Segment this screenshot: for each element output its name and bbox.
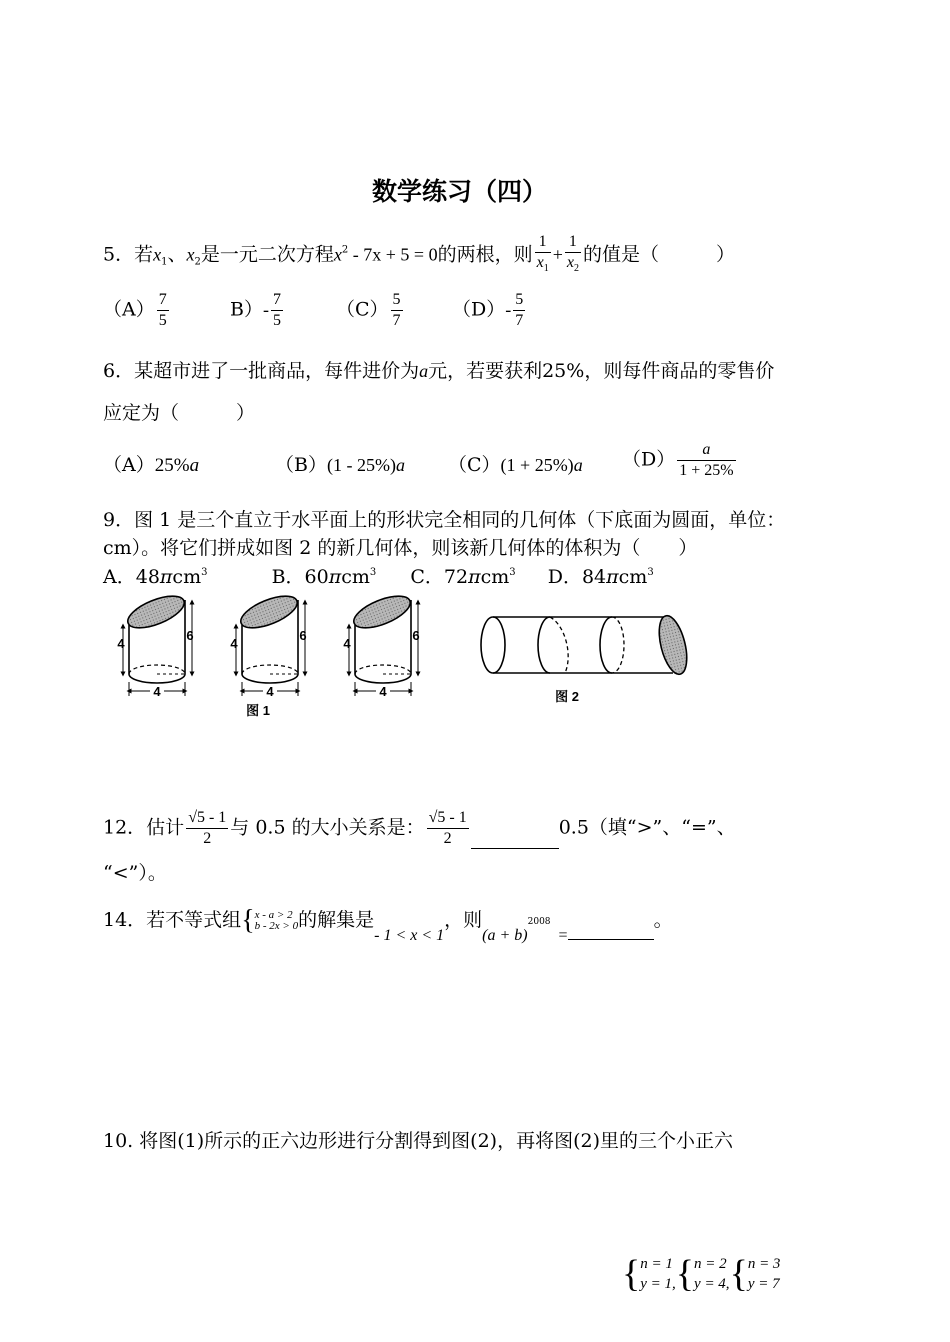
system-3-n: n = 3 [747,1256,781,1272]
q14-expr: (a + b) [482,927,528,944]
q6-option-a-var: a [189,455,200,476]
q12-frac-2 [427,808,469,849]
q5-option-c-num: 5 [391,290,403,311]
q9-option-b-exp: 3 [369,567,377,578]
fig1-caption: 图 1 [246,703,270,718]
q5-option-c [336,290,405,331]
fig2-caption: 图 2 [555,689,579,704]
system-3 [748,1254,781,1294]
q5-x1: x [153,244,162,265]
q5-frac-2-sub: 2 [573,263,579,274]
system-1-n: n = 1 [640,1256,673,1272]
question-12-line-2: “<”）。 [103,862,167,884]
fig1-solid-3-width: 4 [379,684,387,699]
q9-option-a-unit: cm [172,566,202,588]
fig1-solid-1-h-long: 6 [186,628,194,643]
q6-option-d-num: a [677,440,735,461]
q5-sep: 、 [167,243,187,266]
q12-frac-2-num: √5 - 1 [427,808,469,829]
question-12-line-1 [103,808,736,849]
system-2 [694,1254,730,1294]
q6-a: a [419,361,429,381]
q5-option-c-label: （C） [336,298,389,321]
q5-plus: + [552,244,563,265]
fig1-solid-2-top [237,590,302,634]
q5-frac-1 [535,232,551,279]
q9-option-c-exp: 3 [509,567,516,578]
q12-frac-1 [186,808,228,849]
q6-option-d-frac [677,440,735,481]
q14-system [255,910,298,932]
q5-option-d-den: 7 [515,312,524,329]
q5-eq-sq: 2 [341,244,349,256]
q5-option-b-sign: - [262,299,269,320]
q9-option-a [103,566,207,588]
q6-option-a [103,450,199,477]
q5-option-d-num: 5 [513,290,525,311]
q6-option-b-label: （B） [275,454,327,476]
q5-option-d-frac [513,290,525,331]
fig1-solid-1-width: 4 [153,684,161,699]
system-3-y: y = 7 [747,1276,780,1292]
q9-option-c-pi: π [468,566,481,588]
q5-option-b-frac [271,290,283,331]
q6-option-c [448,450,583,477]
q5-eq-rest: - 7x + 5 = 0 [348,244,438,265]
q14-range: - 1 < x < 1 [374,927,445,944]
q9-option-b-value: 60 [304,566,329,588]
q14-pre: 14．若不等式组 [103,909,242,931]
q14-mid: 的解集是 [298,909,375,931]
q9-option-c-label: C． [410,566,444,588]
q12-frac-1-den: 2 [203,830,212,847]
system-1 [640,1254,676,1294]
q12-pre: 12．估计 [103,816,185,839]
q14-system-line-2: b - 2x > 0 [254,920,299,932]
q5-option-a-den: 5 [158,312,167,329]
q5-option-a-label: （A） [103,298,155,321]
system-2-y: y = 4, [694,1276,730,1292]
q9-option-c-unit: cm [480,566,510,588]
fig1-solid-1 [117,590,193,699]
q14-exp: 2008 [527,917,551,927]
question-14 [103,902,673,944]
q5-pre: 若 [134,243,154,266]
q5-x2: x [186,244,195,265]
q9-option-c [410,566,515,588]
page-title: 数学练习（四） [372,177,548,206]
q12-answer-blank[interactable] [471,826,559,849]
q5-x1-sub: 1 [161,256,168,268]
question-9-line-1: 9．图 1 是三个直立于水平面上的形状完全相同的几何体（下底面为圆面，单位： [103,509,786,531]
q6-option-a-label: （A） [103,454,155,476]
q6-option-c-label: （C） [448,454,501,476]
fig1-solid-3-h-long: 6 [412,628,420,643]
q14-end: 。 [653,909,673,931]
fig1-solid-1-h-short: 4 [117,636,125,651]
fig1-solid-3 [343,590,419,699]
system-3-brace: { [729,1253,748,1295]
q6-option-d [622,440,738,481]
fig1-solid-2-h-long: 6 [299,628,307,643]
q5-option-c-den: 7 [392,312,401,329]
fig1-solid-3-top [350,590,415,634]
q9-option-a-exp: 3 [201,567,208,578]
system-2-brace: { [675,1253,695,1295]
q9-option-a-value: 48 [135,566,160,588]
fig1-solid-1-top [124,590,189,634]
q9-option-a-pi: π [159,566,173,588]
q5-option-d [452,290,527,331]
system-2-n: n = 2 [694,1256,727,1272]
q6-line1-a: 6．某超市进了一批商品，每件进价为 [103,360,420,382]
fig2-slanted-end [654,613,692,677]
q5-option-a-num: 7 [157,290,169,311]
fig2-left-end [481,617,505,673]
q12-frac-2-den: 2 [443,830,452,847]
q5-option-b [230,290,285,331]
q9-option-b-pi: π [328,566,342,588]
q5-mid: 是一元二次方程 [200,243,334,266]
q9-option-d [548,566,654,588]
question-10: 10. 将图(1)所示的正六边形进行分割得到图(2)，再将图(2)里的三个小正六 [103,1130,733,1152]
q5-option-a-frac [157,290,169,331]
q9-option-d-value: 84 [581,566,607,588]
q5-frac-1-sub: 1 [543,263,549,274]
fig1-solid-3-h-short: 4 [343,636,351,651]
question-9-line-2: cm）。将它们拼成如图 2 的新几何体，则该新几何体的体积为（ ） [103,537,698,559]
fig1-solid-2-width: 4 [266,684,274,699]
q5-number: 5． [103,243,135,266]
fig1-solid-2-h-short: 4 [230,636,238,651]
q6-option-d-label: （D） [622,448,676,471]
q6-option-a-value: 25% [154,455,190,476]
q9-options [103,562,654,589]
q6-option-c-value: (1 + 25%) [500,455,574,475]
fig1-solid-2 [230,590,306,699]
q9-option-a-label: A． [103,566,136,588]
q9-option-d-pi: π [606,566,619,588]
q12-after: 0.5（填“>”、“=”、 [558,816,736,839]
question-5 [103,232,735,279]
q9-option-b [272,566,377,588]
q14-answer-blank[interactable] [568,919,654,940]
q14-eq: = [558,927,568,944]
q5-option-d-sign: - [505,299,512,320]
q12-mid: 与 0.5 的大小关系是： [230,816,425,839]
q5-x2-sub: 2 [194,256,201,268]
q5-option-a [103,290,171,331]
question-6-line-1 [103,356,774,383]
question-6-line-2: 应定为（ ） [103,402,256,424]
q5-option-b-num: 7 [271,290,283,311]
q9-option-c-value: 72 [443,566,469,588]
q5-frac-2 [565,232,581,279]
q9-figures [110,590,710,725]
q14-then: ，则 [444,909,483,931]
bottom-systems [622,1254,780,1294]
q9-option-b-unit: cm [341,566,370,588]
q5-frac-2-den: x [566,254,574,271]
q5-option-c-frac [391,290,403,331]
q14-system-line-1: x - a > 2 [254,909,293,921]
q5-end: 的值是（ ） [582,243,735,266]
q9-option-d-label: D． [547,566,582,588]
system-1-y: y = 1, [640,1276,676,1292]
q9-option-b-label: B． [271,566,305,588]
q5-after: 的两根，则 [437,243,533,266]
q6-option-b-value: (1 - 25%) [326,455,396,475]
q6-option-b-var: a [395,455,405,475]
q5-option-b-den: 5 [272,312,281,329]
q6-option-b [275,450,405,477]
q5-frac-1-den: x [536,254,544,271]
q5-option-d-label: （D） [452,298,506,321]
q5-option-b-label: B） [230,298,263,321]
q14-brace: { [241,905,255,936]
q12-frac-1-num: √5 - 1 [186,808,228,829]
q6-option-d-den: 1 + 25% [679,462,734,479]
q5-eq-x: x [333,244,342,265]
q5-frac-1-num: 1 [535,232,551,253]
fig2-solid [481,613,692,677]
system-1-brace: { [622,1253,641,1295]
q5-frac-2-num: 1 [565,232,581,253]
q6-option-c-var: a [573,455,583,475]
q6-line1-b: 元，若要获利25%，则每件商品的零售价 [428,360,775,382]
q9-option-d-exp: 3 [647,567,654,578]
q9-option-d-unit: cm [618,566,648,588]
